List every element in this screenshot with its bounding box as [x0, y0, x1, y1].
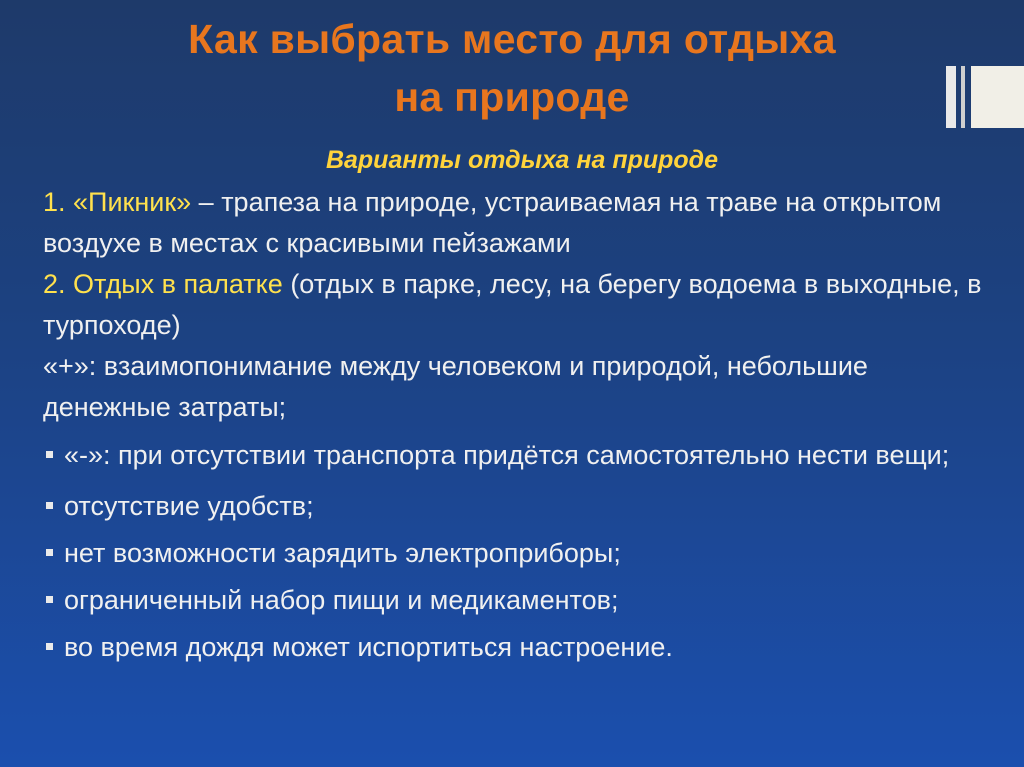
item-picnic-label: 1. «Пикник» [43, 187, 192, 217]
item-tent-label: 2. Отдых в палатке [43, 269, 283, 299]
list-item [46, 533, 1006, 574]
list-item-text: нет возможности зарядить электроприборы; [64, 538, 621, 568]
list-item [46, 580, 1006, 621]
cons-list [46, 435, 1006, 668]
list-item-text: во время дождя может испортиться настроение. [64, 632, 673, 662]
bullet-square-icon [46, 502, 53, 509]
bullet-square-icon [46, 451, 53, 458]
bullet-square-icon [46, 596, 53, 603]
item-picnic-description: – трапеза на природе, устраиваемая на траве на открытом воздухе в местах с красивыми пейзажами [43, 187, 942, 258]
item-tent-description: (отдых в парке, лесу, на берегу водоема в выходные, в турпоходе) [43, 269, 982, 340]
decor-box [971, 66, 1024, 128]
list-item-text: «-»: при отсутствии транспорта придётся самостоятельно нести вещи; [64, 440, 950, 470]
list-item [46, 486, 1006, 527]
decor-bar [946, 66, 956, 128]
item-tent [43, 264, 1003, 346]
bullet-square-icon [46, 549, 53, 556]
decorative-corner-graphic [946, 66, 1024, 128]
bullet-square-icon [46, 643, 53, 650]
decor-thin-bar [961, 66, 965, 128]
list-item-text: ограниченный набор пищи и медикаментов; [64, 585, 619, 615]
list-item [46, 627, 1006, 668]
title-line-1: Как выбрать место для отдыха [188, 16, 836, 62]
slide-title [0, 10, 1024, 126]
list-item-text: отсутствие удобств; [64, 491, 314, 521]
title-line-2: на природе [394, 74, 630, 120]
pros-text: «+»: взаимопонимание между человеком и природой, небольшие денежные затраты; [43, 351, 868, 422]
slide-subtitle: Варианты отдыха на природе [325, 146, 719, 174]
item-picnic [43, 182, 1003, 264]
list-item [46, 435, 1006, 476]
body-text [43, 182, 1003, 428]
